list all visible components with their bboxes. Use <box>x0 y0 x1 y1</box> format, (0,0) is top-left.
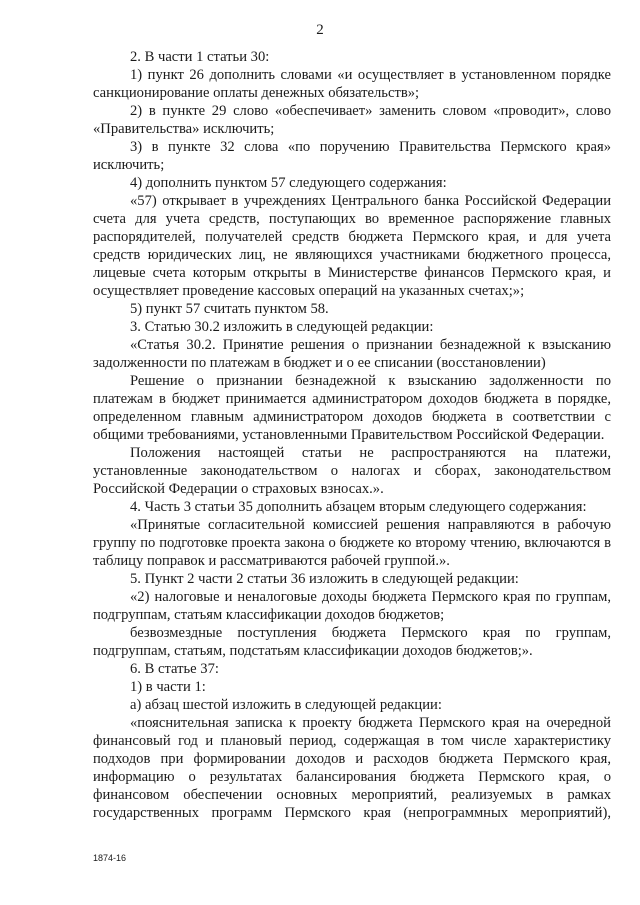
paragraph: «2) налоговые и неналоговые доходы бюджета Пермского края по группам, подгруппам, статьям классификации доходов бюджетов; <box>93 589 611 623</box>
paragraph: 2. В части 1 статьи 30: <box>130 49 270 65</box>
paragraph: «Статья 30.2. Принятие решения о признании безнадежной к взысканию задолженности по платежам в бюджет и о ее списании (восстановлении) <box>93 337 611 371</box>
paragraph: 1) пункт 26 дополнить словами «и осуществляет в установленном порядке санкционирование оплаты денежных обязательств»; <box>93 67 611 101</box>
document-code: 1874-16 <box>93 853 127 863</box>
document-body <box>93 48 611 822</box>
paragraph: 4) дополнить пунктом 57 следующего содержания: <box>130 175 447 191</box>
paragraph: «пояснительная записка к проекту бюджета Пермского края на очередной финансовый год и плановый период, содержащая в том числе характеристику подходов при формировании доходов и расходов бюджета Пермского края, информацию о результатах балансирования бюджета Пермского края, о финансовом обеспечении основных мероприятий, реализуемых в рамках государственных программ Пермского края (непрограммных мероприятий), <box>93 715 611 821</box>
paragraph: а) абзац шестой изложить в следующей редакции: <box>130 697 442 713</box>
paragraph: 3) в пункте 32 слова «по поручению Правительства Пермского края» исключить; <box>93 139 611 173</box>
paragraph: безвозмездные поступления бюджета Пермского края по группам, подгруппам, статьям, подстатьям классификации доходов бюджетов;». <box>93 625 611 659</box>
paragraph: 2) в пункте 29 слово «обеспечивает» заменить словом «проводит», слово «Правительства» исключить; <box>93 103 611 137</box>
paragraph: 3. Статью 30.2 изложить в следующей редакции: <box>130 319 434 335</box>
page-number: 2 <box>316 22 324 38</box>
paragraph: 1) в части 1: <box>130 679 206 695</box>
paragraph: 6. В статье 37: <box>130 661 219 677</box>
paragraph: 4. Часть 3 статьи 35 дополнить абзацем вторым следующего содержания: <box>130 499 587 515</box>
paragraph: Положения настоящей статьи не распространяются на платежи, установленные законодательством о налогах и сборах, законодательством Российской Федерации о страховых взносах.». <box>93 445 611 497</box>
paragraph: «Принятые согласительной комиссией решения направляются в рабочую группу по подготовке проекта закона о бюджете ко второму чтению, включаются в таблицу поправок и рассматриваются рабочей группой.». <box>93 517 611 569</box>
paragraph: «57) открывает в учреждениях Центрального банка Российской Федерации счета для учета средств, поступающих во временное распоряжение главных распорядителей, получателей средств бюджета Пермского края, и для учета средств юридических лиц, не являющихся участниками бюджетного процесса, лицевые счета которым открыты в Министерстве финансов Пермского края, и осуществляет проведение кассовых операций на указанных счетах;»; <box>93 193 611 299</box>
paragraph: 5) пункт 57 считать пунктом 58. <box>130 301 329 317</box>
paragraph: 5. Пункт 2 части 2 статьи 36 изложить в следующей редакции: <box>130 571 519 587</box>
paragraph: Решение о признании безнадежной к взысканию задолженности по платежам в бюджет принимается администратором доходов бюджета в порядке, определенном главным администратором доходов бюджета в соответствии с общими требованиями, установленными Правительством Российской Федерации. <box>93 373 611 443</box>
